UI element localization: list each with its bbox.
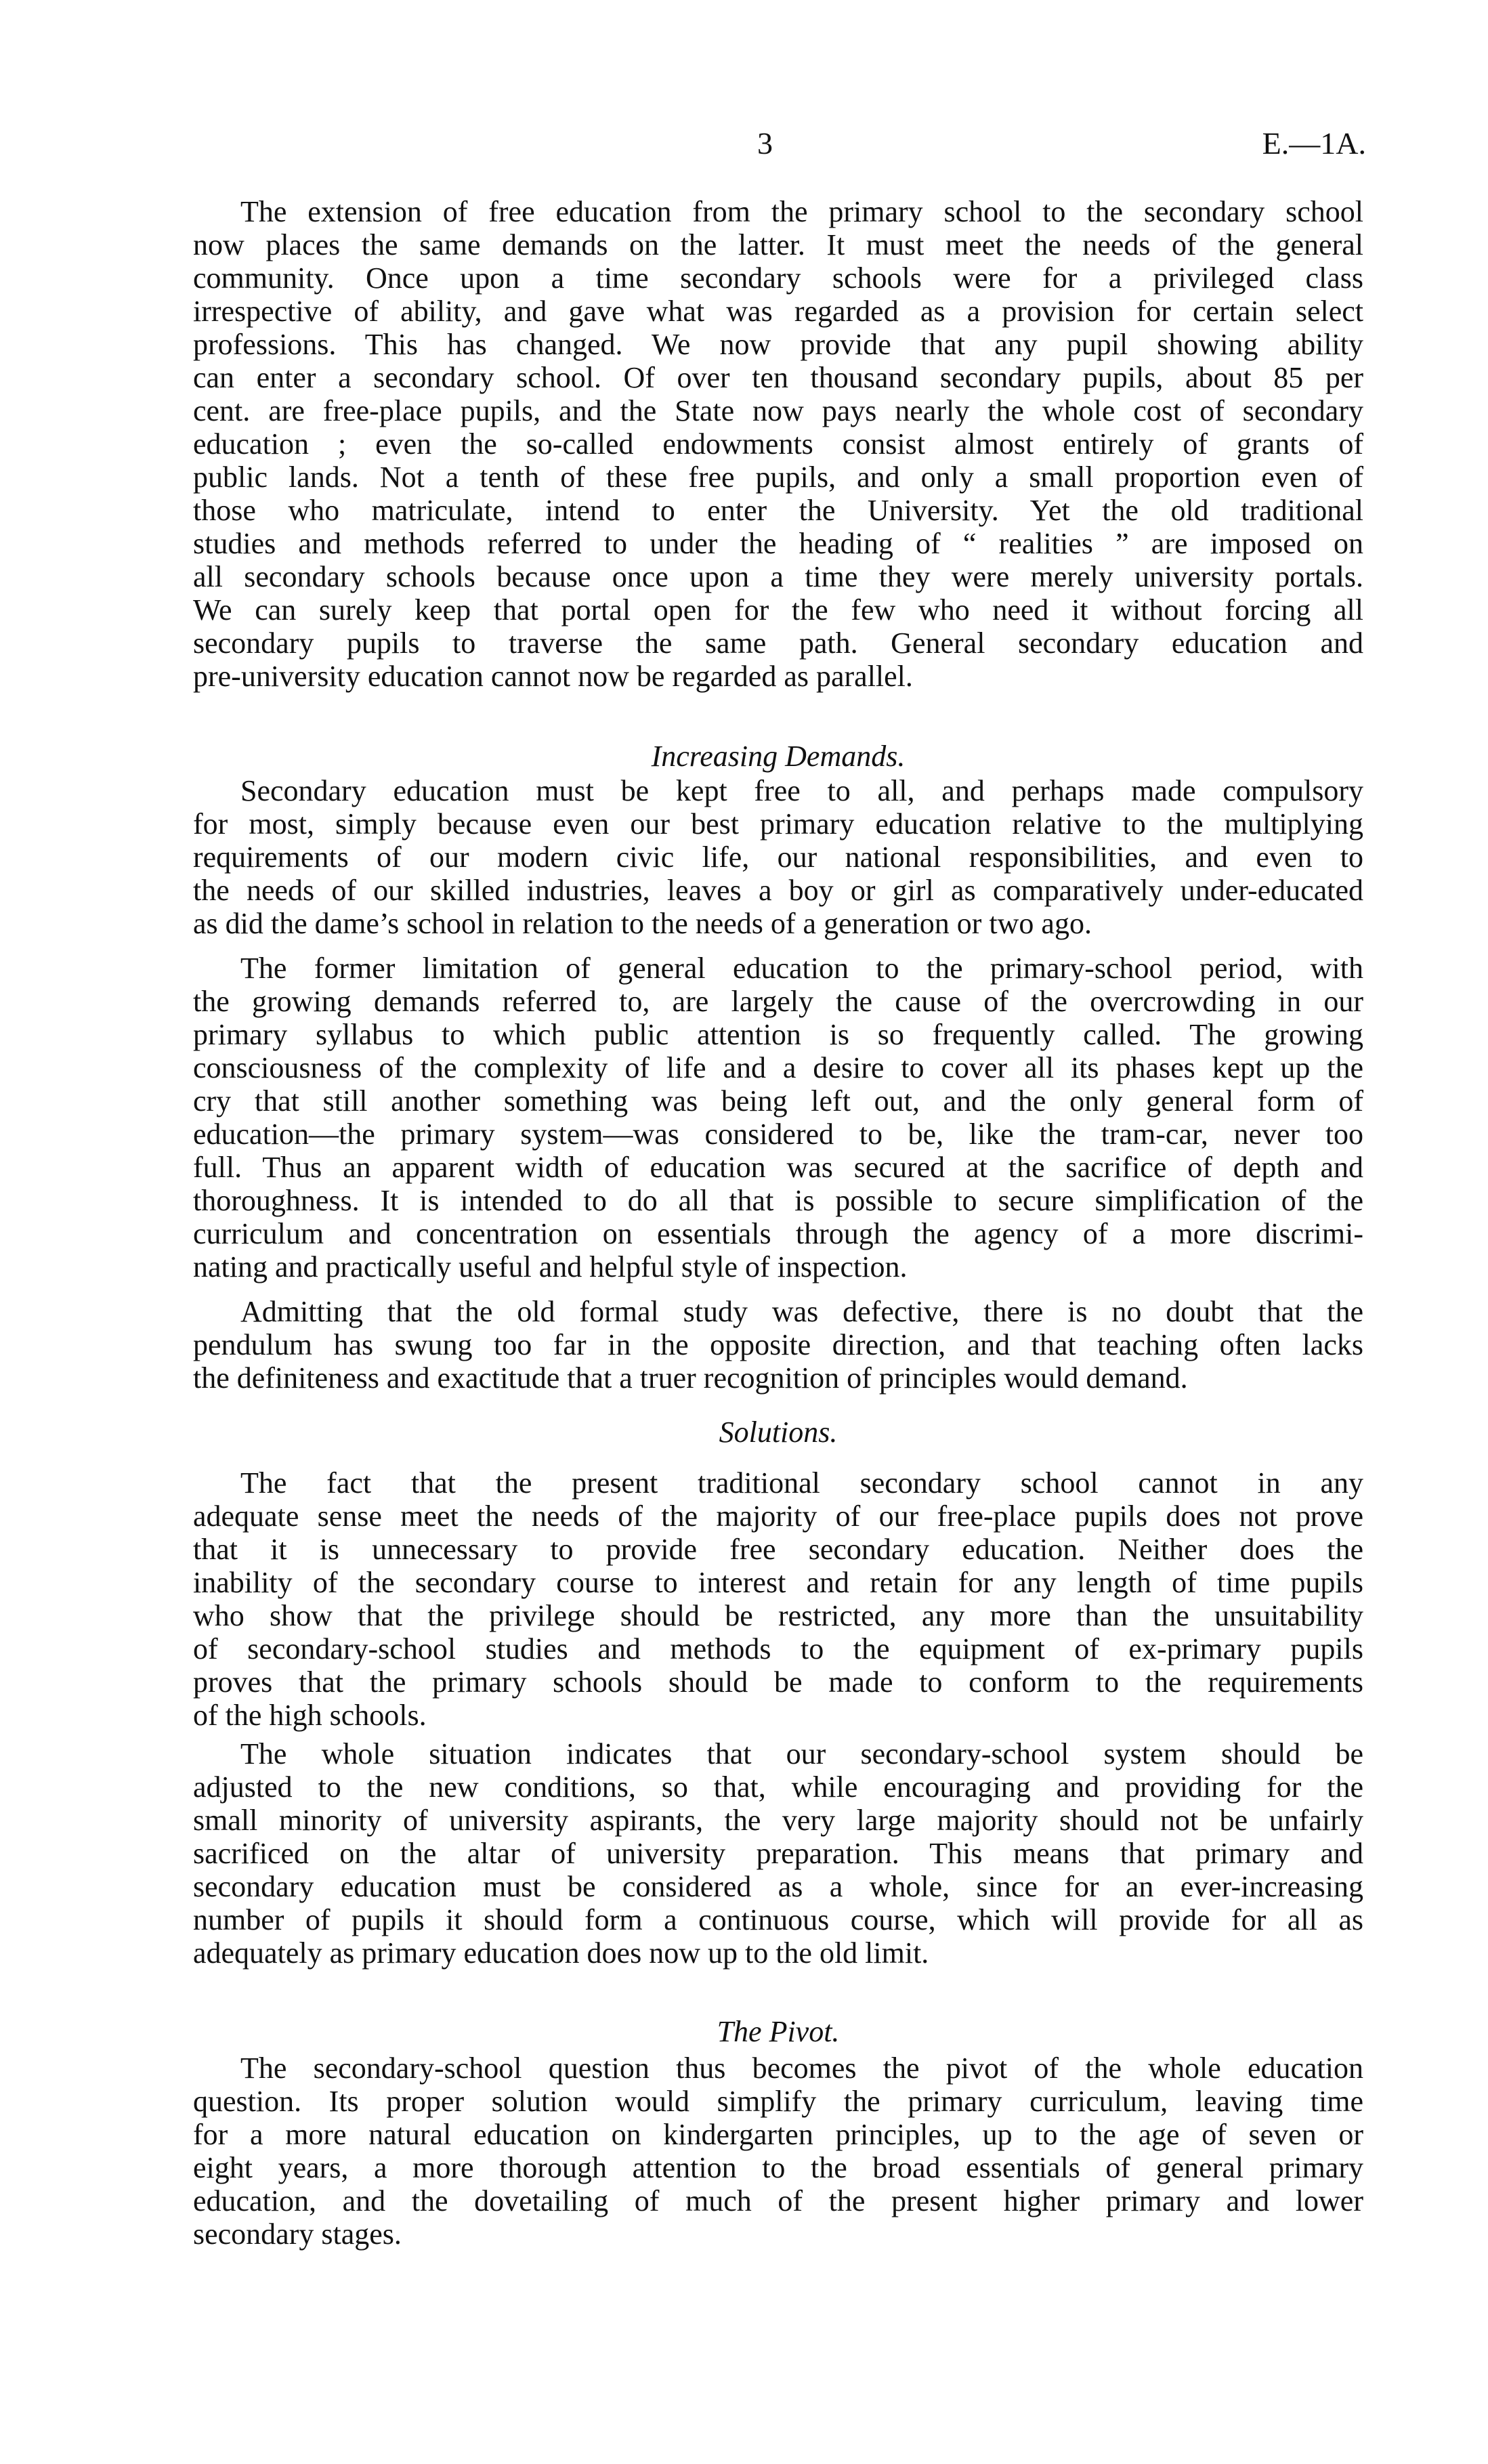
paragraph [193,952,1363,1283]
section-heading: Solutions. [719,1416,838,1449]
text-line: for a more natural education on kindergarten principles, up to the age of seven or [193,2118,1363,2151]
paragraph [193,1737,1363,1970]
text-line: thoroughness. It is intended to do all that is possible to secure simplification of the [193,1184,1363,1217]
text-line: eight years, a more thorough attention to the broad essentials of general primary [193,2151,1363,2184]
text-line: We can surely keep that portal open for the few who need it without forcing all [193,593,1363,626]
section-heading: Increasing Demands. [651,740,906,773]
text-line: The whole situation indicates that our secondary-school system should be [240,1737,1363,1770]
text-line: education ; even the so-called endowments consist almost entirely of grants of [193,427,1363,461]
text-line: sacrificed on the altar of university preparation. This means that primary and [193,1837,1363,1870]
document-reference: E.—1A. [1262,126,1366,161]
text-line: nating and practically useful and helpful style of inspection. [193,1250,908,1283]
text-line: the growing demands referred to, are largely the cause of the overcrowding in our [193,985,1363,1018]
paragraph [193,1295,1363,1395]
text-line: The extension of free education from the primary school to the secondary school [240,195,1363,228]
text-line: curriculum and concentration on essentials through the agency of a more discrimi- [193,1217,1363,1250]
text-line: pendulum has swung too far in the opposite direction, and that teaching often lacks [193,1328,1363,1361]
section-heading: The Pivot. [717,2015,840,2048]
text-line: Admitting that the old formal study was defective, there is no doubt that the [240,1295,1363,1328]
text-line: adjusted to the new conditions, so that, while encouraging and providing for the [193,1770,1363,1804]
text-line: of the high schools. [193,1699,427,1732]
text-line: The secondary-school question thus becomes the pivot of the whole education [240,2052,1363,2085]
page-number: 3 [757,126,773,161]
text-line: studies and methods referred to under the heading of “ realities ” are imposed on [193,527,1363,560]
text-line: number of pupils it should form a continuous course, which will provide for all as [193,1903,1363,1936]
text-line: secondary pupils to traverse the same path. General secondary education and [193,626,1363,660]
text-line: cry that still another something was being left out, and the only general form of [193,1084,1363,1118]
text-line: consciousness of the complexity of life and a desire to cover all its phases kept up the [193,1051,1363,1084]
text-line: the definiteness and exactitude that a truer recognition of principles would demand. [193,1361,1188,1395]
text-line: proves that the primary schools should be made to conform to the requirements [193,1665,1363,1699]
text-line: for most, simply because even our best primary education relative to the multiplying [193,807,1363,841]
text-line: the needs of our skilled industries, leaves a boy or girl as comparatively under-educated [193,874,1363,907]
paragraph [193,1466,1363,1732]
text-line: education, and the dovetailing of much of the present higher primary and lower [193,2184,1363,2217]
text-line: education—the primary system—was considered to be, like the tram-car, never too [193,1118,1363,1151]
text-line: now places the same demands on the latter. It must meet the needs of the general [193,228,1363,261]
text-line: secondary stages. [193,2217,402,2251]
text-line: of secondary-school studies and methods to the equipment of ex-primary pupils [193,1632,1363,1665]
text-line: adequately as primary education does now up to the old limit. [193,1936,929,1970]
text-line: primary syllabus to which public attention is so frequently called. The growing [193,1018,1363,1051]
text-line: cent. are free-place pupils, and the State now pays nearly the whole cost of secondary [193,394,1363,427]
text-line: as did the dame’s school in relation to the needs of a generation or two ago. [193,907,1092,940]
text-line: all secondary schools because once upon a time they were merely university portals. [193,560,1363,593]
text-line: irrespective of ability, and gave what was regarded as a provision for certain select [193,295,1363,328]
text-line: community. Once upon a time secondary schools were for a privileged class [193,261,1363,295]
text-line: secondary education must be considered as a whole, since for an ever-increasing [193,1870,1363,1903]
text-line: small minority of university aspirants, the very large majority should not be unfairly [193,1804,1363,1837]
text-line: professions. This has changed. We now provide that any pupil showing ability [193,328,1363,361]
text-line: Secondary education must be kept free to all, and perhaps made compulsory [240,774,1363,807]
text-line: full. Thus an apparent width of education was secured at the sacrifice of depth and [193,1151,1363,1184]
text-line: public lands. Not a tenth of these free pupils, and only a small proportion even of [193,461,1363,494]
text-line: pre-university education cannot now be regarded as parallel. [193,660,913,693]
text-line: that it is unnecessary to provide free secondary education. Neither does the [193,1533,1363,1566]
paragraph [193,195,1363,693]
text-line: inability of the secondary course to interest and retain for any length of time pupils [193,1566,1363,1599]
text-line: those who matriculate, intend to enter the University. Yet the old traditional [193,494,1363,527]
paragraph [193,774,1363,940]
text-line: The former limitation of general education to the primary-school period, with [240,952,1363,985]
text-line: requirements of our modern civic life, our national responsibilities, and even to [193,841,1363,874]
text-line: can enter a secondary school. Of over ten thousand secondary pupils, about 85 per [193,361,1363,394]
text-line: question. Its proper solution would simplify the primary curriculum, leaving time [193,2085,1363,2118]
paragraph [193,2052,1363,2251]
text-line: The fact that the present traditional secondary school cannot in any [240,1466,1363,1500]
text-line: who show that the privilege should be restricted, any more than the unsuitability [193,1599,1363,1632]
text-line: adequate sense meet the needs of the majority of our free-place pupils does not prove [193,1500,1363,1533]
